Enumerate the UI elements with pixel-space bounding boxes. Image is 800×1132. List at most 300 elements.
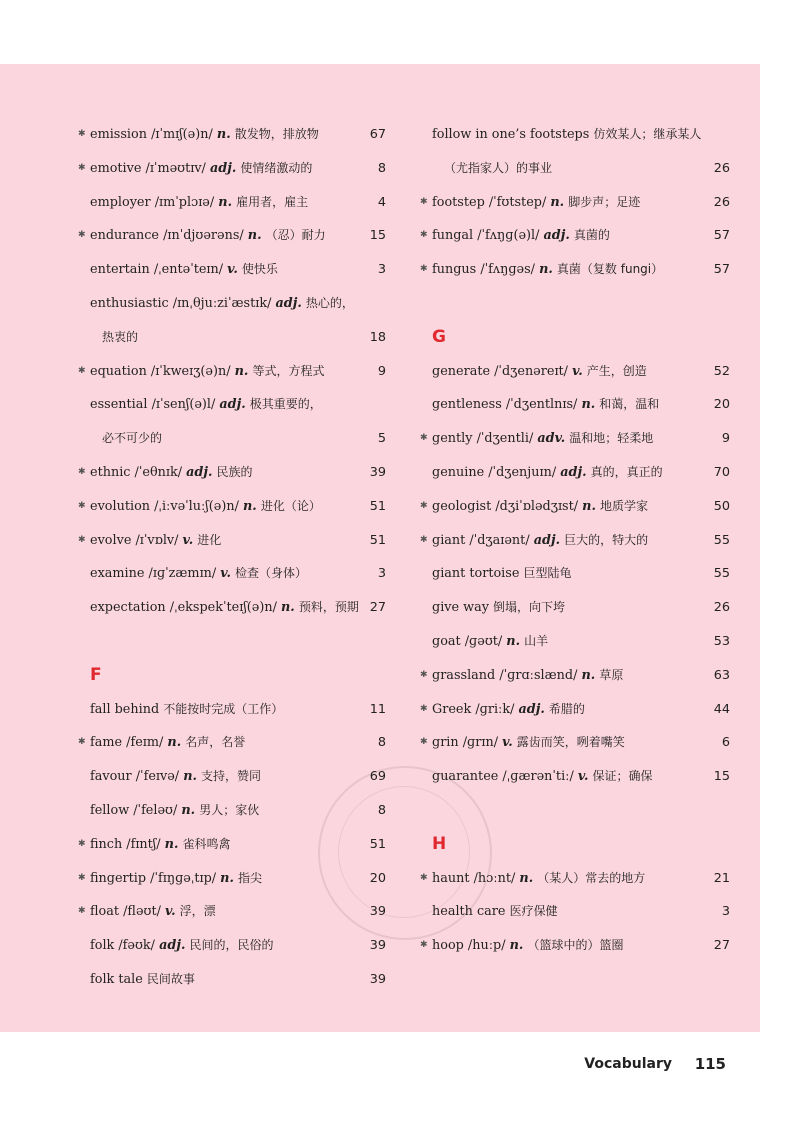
entry-text bbox=[432, 490, 648, 524]
headword: fellow bbox=[90, 802, 130, 818]
phonetic: /ˈfɪŋɡəˌtɪp/ bbox=[150, 870, 217, 886]
vocab-entry bbox=[78, 726, 386, 760]
meaning: 进化（论） bbox=[260, 498, 321, 513]
entry-text bbox=[432, 895, 558, 929]
headword: giant tortoise bbox=[432, 566, 520, 582]
meaning: 民间的，民俗的 bbox=[189, 938, 274, 953]
vocab-entry bbox=[78, 118, 386, 152]
entry-text bbox=[102, 321, 138, 355]
part-of-speech: v. bbox=[502, 735, 513, 751]
page-ref: 51 bbox=[369, 532, 386, 548]
entry-text bbox=[432, 862, 645, 896]
vocab-entry bbox=[420, 524, 730, 558]
entry-text bbox=[90, 963, 195, 997]
headword: Greek bbox=[432, 701, 472, 717]
entry-text bbox=[432, 219, 610, 253]
page-ref: 6 bbox=[721, 735, 730, 751]
vocab-entry bbox=[78, 219, 386, 253]
part-of-speech: adj. bbox=[560, 464, 587, 480]
page-footer bbox=[0, 1056, 800, 1080]
meaning: 产生，创造 bbox=[586, 363, 647, 378]
headword: fingertip bbox=[90, 870, 147, 886]
phonetic: /ɪˈmɪʃ(ə)n/ bbox=[151, 127, 213, 142]
meaning: 不能按时完成（工作） bbox=[163, 701, 284, 716]
phonetic: /fləʊt/ bbox=[123, 904, 161, 920]
vocab-entry bbox=[420, 118, 730, 152]
phonetic: /ɪˈvɒlv/ bbox=[135, 532, 179, 548]
page-ref: 51 bbox=[369, 498, 386, 514]
phonetic: /ɪnˌθjuːziˈæstɪk/ bbox=[172, 295, 272, 311]
meaning: 热衷的 bbox=[102, 329, 139, 344]
part-of-speech: v. bbox=[220, 566, 231, 582]
headword: finch bbox=[90, 836, 123, 852]
letter-heading: H bbox=[432, 833, 447, 854]
part-of-speech: n. bbox=[164, 836, 179, 852]
star-marker-icon: ✱ bbox=[78, 838, 86, 849]
vocab-entry bbox=[78, 287, 386, 321]
entry-text bbox=[432, 388, 659, 422]
meaning: 民族的 bbox=[216, 464, 253, 479]
star-marker-icon: ✱ bbox=[78, 872, 86, 883]
vocab-entry bbox=[420, 557, 730, 591]
entry-continuation bbox=[420, 152, 730, 186]
star-marker-icon: ✱ bbox=[78, 466, 86, 477]
right-column bbox=[420, 118, 730, 963]
part-of-speech: n. bbox=[519, 870, 534, 886]
vocab-entry bbox=[420, 726, 730, 760]
part-of-speech: n. bbox=[181, 802, 196, 818]
page-ref: 3 bbox=[721, 904, 730, 920]
meaning: 倒塌，向下垮 bbox=[493, 600, 566, 615]
phonetic: /ˈdʒaɪənt/ bbox=[469, 532, 530, 548]
meaning: 希腊的 bbox=[548, 701, 585, 716]
star-marker-icon: ✱ bbox=[420, 196, 428, 207]
meaning: 使情绪激动的 bbox=[240, 160, 313, 175]
star-marker-icon: ✱ bbox=[420, 264, 428, 275]
meaning: 热心的， bbox=[305, 295, 354, 310]
headword: evolution bbox=[90, 498, 151, 514]
part-of-speech: n. bbox=[220, 870, 234, 886]
meaning: 山羊 bbox=[524, 633, 549, 648]
phonetic: /ˈdʒentlnɪs/ bbox=[505, 397, 578, 413]
part-of-speech: v. bbox=[164, 904, 176, 920]
headword: health care bbox=[432, 904, 506, 920]
star-marker-icon: ✱ bbox=[420, 940, 428, 951]
part-of-speech: adj. bbox=[219, 397, 246, 413]
part-of-speech: adj. bbox=[518, 701, 545, 717]
page-ref: 20 bbox=[369, 870, 386, 886]
phonetic: /hɔːnt/ bbox=[473, 870, 516, 886]
headword: endurance bbox=[90, 228, 159, 244]
headword: gently bbox=[432, 431, 473, 447]
meaning: 民间故事 bbox=[146, 971, 195, 986]
phonetic: /huːp/ bbox=[467, 938, 506, 954]
part-of-speech: n. bbox=[581, 397, 596, 413]
page-ref: 9 bbox=[377, 363, 386, 379]
footer-section-label: Vocabulary bbox=[584, 1056, 672, 1072]
page-ref: 69 bbox=[369, 769, 386, 785]
headword: footstep bbox=[432, 194, 485, 210]
meaning: 支持，赞同 bbox=[201, 769, 262, 784]
entry-text bbox=[90, 693, 283, 727]
page-ref: 39 bbox=[369, 971, 386, 987]
meaning: 温和地；轻柔地 bbox=[569, 431, 654, 446]
headword: fungal bbox=[432, 228, 474, 244]
page-ref: 3 bbox=[377, 262, 386, 278]
meaning: 和蔼，温和 bbox=[599, 397, 660, 412]
meaning: 男人；家伙 bbox=[199, 802, 260, 817]
phonetic: /ˈfʊtstep/ bbox=[488, 194, 547, 210]
part-of-speech: adj. bbox=[159, 938, 186, 954]
meaning: 必不可少的 bbox=[102, 431, 163, 446]
vocab-entry bbox=[78, 794, 386, 828]
star-marker-icon: ✱ bbox=[420, 534, 428, 545]
page-ref: 21 bbox=[713, 870, 730, 886]
part-of-speech: v. bbox=[577, 769, 589, 785]
headword: geologist bbox=[432, 498, 492, 514]
part-of-speech: adj. bbox=[209, 160, 237, 176]
part-of-speech: n. bbox=[234, 363, 249, 379]
part-of-speech: n. bbox=[582, 498, 596, 514]
part-of-speech: adj. bbox=[543, 228, 570, 244]
page-ref: 39 bbox=[369, 904, 386, 920]
entry-text bbox=[90, 287, 354, 321]
entry-text bbox=[432, 524, 648, 558]
page-ref: 27 bbox=[369, 600, 386, 616]
phonetic: /ˌiːvəˈluːʃ(ə)n/ bbox=[154, 498, 239, 514]
star-marker-icon: ✱ bbox=[420, 433, 428, 444]
page-ref: 11 bbox=[369, 701, 386, 717]
star-marker-icon: ✱ bbox=[420, 669, 428, 680]
headword: employer bbox=[90, 194, 151, 210]
meaning: 雇用者，雇主 bbox=[236, 194, 309, 209]
page-ref: 18 bbox=[369, 329, 386, 345]
entry-text bbox=[432, 625, 548, 659]
entry-text bbox=[432, 760, 653, 794]
headword: folk bbox=[90, 938, 115, 954]
star-marker-icon: ✱ bbox=[420, 872, 428, 883]
page-ref: 27 bbox=[713, 938, 730, 954]
headword: favour bbox=[90, 769, 132, 785]
part-of-speech: adj. bbox=[533, 532, 561, 548]
entry-text bbox=[90, 186, 308, 220]
headword: expectation bbox=[90, 600, 166, 616]
meaning: 医疗保健 bbox=[509, 904, 558, 919]
meaning: 脚步声；足迹 bbox=[568, 194, 641, 209]
entry-text bbox=[444, 152, 552, 186]
vocab-entry bbox=[78, 152, 386, 186]
meaning: 指尖 bbox=[238, 870, 263, 885]
phonetic: /ˈfʌŋɡ(ə)l/ bbox=[477, 228, 540, 244]
vocab-entry bbox=[78, 524, 386, 558]
entry-text bbox=[90, 557, 307, 591]
headword: enthusiastic bbox=[90, 295, 169, 311]
entry-text bbox=[432, 422, 653, 456]
phonetic: /ˌentəˈteɪn/ bbox=[153, 262, 224, 278]
vocab-entry bbox=[78, 929, 386, 963]
entry-text bbox=[432, 591, 565, 625]
page-ref: 51 bbox=[369, 836, 386, 852]
headword: entertain bbox=[90, 262, 150, 278]
page-ref: 4 bbox=[377, 194, 386, 210]
vocab-entry bbox=[420, 895, 730, 929]
entry-text bbox=[90, 456, 253, 490]
entry-text bbox=[432, 118, 701, 152]
vocab-entry bbox=[78, 591, 386, 625]
vocab-entry bbox=[78, 388, 386, 422]
vocab-entry bbox=[420, 422, 730, 456]
vocab-entry bbox=[78, 693, 386, 727]
entry-text bbox=[432, 253, 663, 287]
vocab-entry bbox=[78, 828, 386, 862]
phonetic: /fɪntʃ/ bbox=[126, 836, 161, 852]
headword: haunt bbox=[432, 870, 470, 886]
meaning: 极其重要的， bbox=[249, 397, 322, 412]
part-of-speech: v. bbox=[182, 532, 194, 548]
meaning: 真的，真正的 bbox=[590, 464, 663, 479]
meaning: 巨型陆龟 bbox=[523, 566, 572, 581]
part-of-speech: n. bbox=[550, 194, 565, 210]
meaning: 使快乐 bbox=[241, 262, 278, 277]
entry-text bbox=[90, 388, 322, 422]
entry-text bbox=[90, 760, 261, 794]
headword: fungus bbox=[432, 262, 477, 278]
headword: fame bbox=[90, 735, 123, 751]
page-ref: 5 bbox=[377, 431, 386, 447]
vocab-entry bbox=[420, 186, 730, 220]
phonetic: /ɪmˈplɔɪə/ bbox=[154, 194, 215, 210]
phonetic: /ɪɡˈzæmɪn/ bbox=[148, 566, 217, 582]
star-marker-icon: ✱ bbox=[78, 737, 86, 748]
vocab-entry bbox=[78, 355, 386, 389]
star-marker-icon: ✱ bbox=[420, 230, 428, 241]
entry-text bbox=[90, 862, 262, 896]
phonetic: /ˈdʒenəreɪt/ bbox=[494, 363, 568, 379]
phonetic: /ɡriːk/ bbox=[475, 701, 515, 717]
vocab-entry bbox=[78, 963, 386, 997]
meaning: 预料，预期 bbox=[298, 600, 359, 615]
page-ref: 67 bbox=[369, 127, 386, 142]
meaning: （篮球中的）篮圈 bbox=[527, 938, 624, 953]
page-ref: 26 bbox=[713, 194, 730, 210]
part-of-speech: n. bbox=[216, 127, 231, 142]
page-ref: 55 bbox=[713, 566, 730, 582]
meaning: 真菌（复数 fungi） bbox=[556, 262, 664, 277]
page-ref: 44 bbox=[713, 701, 730, 717]
meaning: 雀科鸣禽 bbox=[182, 836, 231, 851]
vocab-entry bbox=[78, 862, 386, 896]
phonetic: /ˈeθnɪk/ bbox=[134, 464, 183, 480]
phonetic: /ˈfeləʊ/ bbox=[133, 802, 178, 818]
phonetic: /ɪˈkweɪʒ(ə)n/ bbox=[150, 363, 231, 379]
entry-text bbox=[90, 152, 312, 186]
headword: examine bbox=[90, 566, 145, 582]
section-gap bbox=[420, 794, 730, 828]
page-ref: 3 bbox=[377, 566, 386, 582]
meaning: （忍）耐力 bbox=[265, 228, 326, 243]
part-of-speech: n. bbox=[281, 600, 295, 616]
phonetic: /ˌɡærənˈtiː/ bbox=[502, 769, 574, 785]
headword: give way bbox=[432, 600, 489, 616]
headword: grin bbox=[432, 735, 459, 751]
part-of-speech: adv. bbox=[537, 431, 566, 447]
entry-text bbox=[432, 659, 623, 693]
meaning: 散发物，排放物 bbox=[234, 127, 319, 141]
star-marker-icon: ✱ bbox=[78, 129, 86, 139]
part-of-speech: n. bbox=[509, 938, 524, 954]
entry-text bbox=[90, 118, 319, 152]
vocab-entry bbox=[420, 355, 730, 389]
vocab-entry bbox=[78, 760, 386, 794]
vocab-entry bbox=[78, 186, 386, 220]
star-marker-icon: ✱ bbox=[78, 162, 86, 173]
meaning: 巨大的，特大的 bbox=[564, 532, 649, 547]
entry-text bbox=[432, 929, 623, 963]
phonetic: /ˈfeɪvə/ bbox=[135, 769, 180, 785]
headword: folk tale bbox=[90, 971, 143, 987]
page-ref: 15 bbox=[713, 769, 730, 785]
headword: emotive bbox=[90, 160, 142, 176]
meaning: 进化 bbox=[197, 532, 222, 547]
vocab-entry bbox=[78, 456, 386, 490]
phonetic: /feɪm/ bbox=[126, 735, 164, 751]
phonetic: /ɡəʊt/ bbox=[464, 633, 503, 649]
star-marker-icon: ✱ bbox=[420, 737, 428, 748]
headword: gentleness bbox=[432, 397, 502, 413]
footer-page-number: 115 bbox=[694, 1055, 726, 1073]
vocab-entry bbox=[420, 253, 730, 287]
entry-text bbox=[432, 557, 572, 591]
entry-text bbox=[90, 794, 259, 828]
headword: grassland bbox=[432, 667, 496, 683]
phonetic: /ˈdʒentli/ bbox=[476, 431, 534, 447]
vocab-entry bbox=[420, 219, 730, 253]
meaning: 保证；确保 bbox=[592, 769, 653, 784]
page-ref: 63 bbox=[713, 667, 730, 683]
headword: emission bbox=[90, 127, 147, 142]
page-ref: 39 bbox=[369, 938, 386, 954]
entry-text bbox=[90, 828, 231, 862]
phonetic: /ɪˈməʊtɪv/ bbox=[145, 160, 206, 176]
part-of-speech: n. bbox=[247, 228, 262, 244]
entry-text bbox=[90, 895, 216, 929]
page-ref: 8 bbox=[377, 735, 386, 751]
page-ref: 26 bbox=[713, 160, 730, 176]
phonetic: /dʒiˈɒlədʒɪst/ bbox=[495, 498, 579, 514]
page-ref: 52 bbox=[713, 363, 730, 379]
part-of-speech: n. bbox=[506, 633, 521, 649]
star-marker-icon: ✱ bbox=[78, 230, 86, 241]
entry-text bbox=[432, 456, 663, 490]
part-of-speech: n. bbox=[218, 194, 233, 210]
entry-text bbox=[432, 186, 640, 220]
entry-text bbox=[90, 726, 245, 760]
page-ref: 8 bbox=[377, 160, 386, 176]
meaning: 地质学家 bbox=[600, 498, 649, 513]
page-ref: 20 bbox=[713, 397, 730, 413]
meaning: 仿效某人；继承某人 bbox=[593, 127, 702, 141]
headword: follow in one’s footsteps bbox=[432, 127, 590, 142]
vocab-entry bbox=[78, 557, 386, 591]
phonetic: /ˈdʒenjuɪn/ bbox=[488, 464, 557, 480]
part-of-speech: n. bbox=[183, 769, 197, 785]
entry-text bbox=[90, 355, 324, 389]
headword: giant bbox=[432, 532, 466, 548]
entry-continuation bbox=[78, 422, 386, 456]
vocab-entry bbox=[420, 625, 730, 659]
section-gap bbox=[420, 287, 730, 321]
entry-text bbox=[432, 693, 585, 727]
headword: genuine bbox=[432, 464, 485, 480]
star-marker-icon: ✱ bbox=[78, 500, 86, 511]
entry-text bbox=[90, 490, 321, 524]
vocab-entry bbox=[420, 490, 730, 524]
phonetic: /ɪnˈdjʊərəns/ bbox=[163, 228, 244, 244]
letter-heading: G bbox=[432, 326, 446, 347]
meaning: 露齿而笑，咧着嘴笑 bbox=[516, 735, 625, 750]
letter-heading: F bbox=[90, 664, 102, 685]
entry-text bbox=[102, 422, 162, 456]
vocab-entry bbox=[78, 490, 386, 524]
headword: float bbox=[90, 904, 120, 920]
phonetic: /ˌekspekˈteɪʃ(ə)n/ bbox=[169, 600, 277, 616]
left-column bbox=[78, 118, 386, 997]
entry-text bbox=[432, 726, 625, 760]
meaning: 真菌的 bbox=[573, 228, 610, 243]
section-gap bbox=[78, 625, 386, 659]
part-of-speech: v. bbox=[227, 262, 238, 278]
headword: fall behind bbox=[90, 701, 160, 717]
phonetic: /ˈfʌŋɡəs/ bbox=[480, 262, 535, 278]
headword: evolve bbox=[90, 532, 132, 548]
headword: ethnic bbox=[90, 464, 131, 480]
vocab-entry bbox=[420, 760, 730, 794]
meaning: （尤指家人）的事业 bbox=[444, 160, 553, 175]
entry-text bbox=[90, 591, 359, 625]
part-of-speech: adj. bbox=[186, 464, 213, 480]
headword: hoop bbox=[432, 938, 464, 954]
star-marker-icon: ✱ bbox=[78, 906, 86, 917]
star-marker-icon: ✱ bbox=[420, 500, 428, 511]
entry-text bbox=[90, 219, 326, 253]
part-of-speech: n. bbox=[242, 498, 257, 514]
meaning: 等式，方程式 bbox=[252, 363, 325, 378]
star-marker-icon: ✱ bbox=[78, 534, 86, 545]
page-ref: 70 bbox=[713, 464, 730, 480]
page-ref: 9 bbox=[721, 431, 730, 447]
star-marker-icon: ✱ bbox=[420, 703, 428, 714]
vocab-entry bbox=[420, 659, 730, 693]
meaning: （某人）常去的地方 bbox=[537, 870, 646, 885]
page-ref: 53 bbox=[713, 633, 730, 649]
meaning: 浮，漂 bbox=[179, 904, 216, 919]
vocab-entry bbox=[420, 388, 730, 422]
vocab-entry bbox=[420, 591, 730, 625]
entry-text bbox=[90, 929, 274, 963]
vocab-entry bbox=[78, 895, 386, 929]
page-ref: 57 bbox=[713, 262, 730, 278]
headword: guarantee bbox=[432, 769, 499, 785]
meaning: 草原 bbox=[599, 667, 624, 682]
phonetic: /ɪˈsenʃ(ə)l/ bbox=[151, 397, 216, 413]
page-ref: 26 bbox=[713, 600, 730, 616]
entry-text bbox=[90, 524, 221, 558]
page-ref: 15 bbox=[369, 228, 386, 244]
part-of-speech: n. bbox=[539, 262, 553, 278]
entry-text bbox=[90, 253, 278, 287]
part-of-speech: n. bbox=[581, 667, 596, 683]
entry-text bbox=[432, 355, 647, 389]
